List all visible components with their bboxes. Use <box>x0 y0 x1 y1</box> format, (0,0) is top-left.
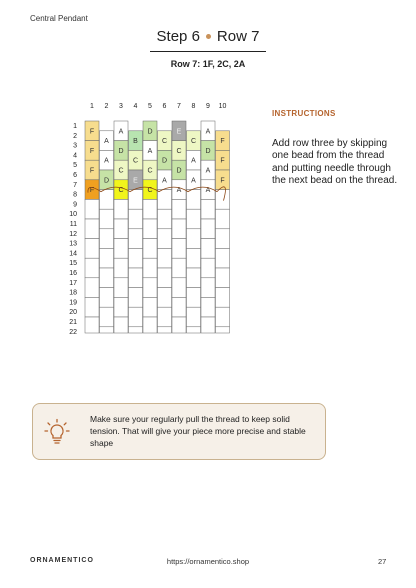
bead-letter: C <box>147 187 153 195</box>
row-label: 15 <box>69 260 77 268</box>
bead-letter: A <box>191 177 196 185</box>
empty-cell <box>172 317 186 333</box>
empty-cell <box>114 278 128 298</box>
empty-cell <box>114 297 128 317</box>
column-label: 2 <box>104 103 109 110</box>
bead-letter: D <box>147 128 153 136</box>
empty-cell <box>129 248 143 268</box>
empty-cell <box>143 199 157 219</box>
row-label: 11 <box>69 221 77 228</box>
bead-letter: C <box>176 147 182 155</box>
empty-cell <box>201 239 215 259</box>
bead-letter: F <box>89 187 95 195</box>
row-label: 3 <box>73 142 77 150</box>
row-label: 13 <box>69 240 77 248</box>
empty-cell <box>143 317 157 333</box>
empty-cell <box>158 229 172 249</box>
bead-letter: E <box>176 128 182 136</box>
bead-letter: D <box>205 147 211 155</box>
bead-letter: F <box>89 147 95 155</box>
row-label: Row 7 <box>216 28 260 45</box>
empty-cell <box>114 239 128 259</box>
empty-cell <box>201 219 215 239</box>
column-label: 4 <box>133 103 138 110</box>
empty-cell <box>172 239 186 259</box>
row-label: 19 <box>69 299 77 307</box>
empty-cell <box>85 199 99 219</box>
empty-cell <box>158 248 172 268</box>
row-label: 12 <box>69 230 77 238</box>
bead-letter: B <box>133 138 138 146</box>
empty-cell <box>114 219 128 239</box>
empty-cell <box>129 288 143 308</box>
empty-cell <box>158 190 172 210</box>
row-label: 14 <box>69 250 77 258</box>
bead-letter: D <box>118 147 124 155</box>
row-label: 17 <box>69 279 77 287</box>
empty-cell <box>100 229 114 249</box>
bead-letter: C <box>161 138 168 146</box>
bead-letter: C <box>118 167 124 175</box>
empty-cell <box>129 268 143 288</box>
empty-cell <box>129 209 143 229</box>
empty-cell <box>158 327 172 333</box>
bead-letter: D <box>161 157 168 165</box>
empty-cell <box>187 288 201 308</box>
bead-letter: D <box>103 177 110 185</box>
row-label: 9 <box>73 201 77 209</box>
row-label: 20 <box>69 309 77 317</box>
empty-cell <box>158 307 172 327</box>
empty-cell <box>143 258 157 278</box>
column-labels <box>90 103 226 110</box>
empty-cell <box>172 199 186 219</box>
empty-cell <box>216 288 230 308</box>
row-label: 2 <box>73 132 77 140</box>
bead-letter: D <box>176 167 182 175</box>
instructions-heading: INSTRUCTIONS <box>272 109 336 118</box>
empty-cell <box>187 190 201 210</box>
bead-letter: A <box>147 147 153 155</box>
empty-cell <box>100 248 114 268</box>
empty-cell <box>129 190 143 210</box>
empty-cell <box>201 258 215 278</box>
bead-letter: A <box>205 187 211 195</box>
empty-cell <box>187 209 201 229</box>
empty-cell <box>129 307 143 327</box>
empty-cell <box>187 307 201 327</box>
bead-letter: C <box>132 157 139 165</box>
bead-letter: A <box>205 167 211 175</box>
empty-cell <box>187 327 201 333</box>
tip-box <box>32 403 326 460</box>
empty-cell <box>85 297 99 317</box>
bead-letter: F <box>220 138 225 146</box>
empty-cell <box>172 258 186 278</box>
empty-cell <box>129 229 143 249</box>
step-label: Step 6 <box>156 28 200 45</box>
empty-cell <box>158 268 172 288</box>
row-label: 16 <box>69 270 77 277</box>
bead-letter: F <box>89 128 95 136</box>
empty-cell <box>201 297 215 317</box>
empty-cell <box>216 268 230 288</box>
empty-cell <box>100 327 114 333</box>
instructions-text: Add row three by skipping one bead from the thread and putting needle through the next bead on the thread. <box>272 138 398 187</box>
column-label: 10 <box>218 103 227 110</box>
empty-cell <box>85 219 99 239</box>
row-label: 21 <box>69 319 77 326</box>
bead-letter: A <box>162 177 167 185</box>
row-label: 4 <box>73 152 77 160</box>
bead-letter: C <box>190 138 197 146</box>
bead-letter: A <box>205 128 211 136</box>
empty-cell <box>216 327 230 333</box>
column-label: 6 <box>162 103 167 110</box>
bead-letter: C <box>147 167 153 175</box>
empty-cell <box>216 229 230 249</box>
empty-cell <box>85 239 99 259</box>
empty-cell <box>201 278 215 298</box>
empty-cell <box>143 297 157 317</box>
empty-cell <box>100 268 114 288</box>
empty-cell <box>187 248 201 268</box>
empty-cell <box>100 307 114 327</box>
row-label: 22 <box>69 328 77 336</box>
empty-cell <box>158 209 172 229</box>
bead-letter: A <box>176 187 182 195</box>
empty-cell <box>100 288 114 308</box>
bead-cells <box>85 121 230 333</box>
empty-cell <box>143 239 157 259</box>
bead-letter: F <box>89 167 95 175</box>
empty-cell <box>216 190 230 210</box>
column-label: 9 <box>206 103 210 110</box>
bead-letter: F <box>220 177 225 185</box>
empty-cell <box>143 219 157 239</box>
bead-letter: C <box>118 187 124 195</box>
lightbulb-icon <box>43 418 71 446</box>
column-label: 8 <box>191 103 196 110</box>
bead-letter: A <box>191 157 196 165</box>
empty-cell <box>85 258 99 278</box>
row-label: 18 <box>69 289 77 297</box>
empty-cell <box>216 209 230 229</box>
empty-cell <box>187 229 201 249</box>
empty-cell <box>100 190 114 210</box>
section-title: Central Pendant <box>30 14 88 23</box>
empty-cell <box>201 199 215 219</box>
footer-logo: ORNAMENTICO <box>30 557 94 564</box>
empty-cell <box>201 317 215 333</box>
row-labels <box>69 123 77 336</box>
bead-letter: A <box>118 128 124 136</box>
empty-cell <box>114 258 128 278</box>
bead-letter: F <box>220 157 225 165</box>
bead-letter: A <box>104 157 109 165</box>
empty-cell <box>216 248 230 268</box>
empty-cell <box>114 317 128 333</box>
tip-text: Make sure your regularly pull the thread to keep solid tension. That will give your piece more precise and stable shape <box>90 414 306 448</box>
row-label: 8 <box>73 191 77 199</box>
bead-letter: A <box>104 138 109 146</box>
row-label: 10 <box>69 211 77 219</box>
row-label: 6 <box>73 172 77 179</box>
row-subtitle: Row 7: 1F, 2C, 2A <box>170 59 246 69</box>
column-label: 1 <box>90 103 94 110</box>
empty-cell <box>129 327 143 333</box>
empty-cell <box>172 278 186 298</box>
empty-cell <box>114 199 128 219</box>
bead-letter: E <box>133 177 138 185</box>
empty-cell <box>216 307 230 327</box>
column-label: 5 <box>148 103 152 110</box>
row-label: 7 <box>73 181 77 189</box>
page-number: 27 <box>378 557 387 566</box>
empty-cell <box>187 268 201 288</box>
empty-cell <box>172 297 186 317</box>
row-label: 5 <box>73 162 77 170</box>
column-label: 7 <box>177 103 181 110</box>
empty-cell <box>158 288 172 308</box>
row-label: 1 <box>73 123 77 130</box>
empty-cell <box>85 317 99 333</box>
empty-cell <box>143 278 157 298</box>
empty-cell <box>85 278 99 298</box>
empty-cell <box>172 219 186 239</box>
footer-url[interactable]: https://ornamentico.shop <box>166 557 250 566</box>
empty-cell <box>100 209 114 229</box>
column-label: 3 <box>119 103 123 110</box>
